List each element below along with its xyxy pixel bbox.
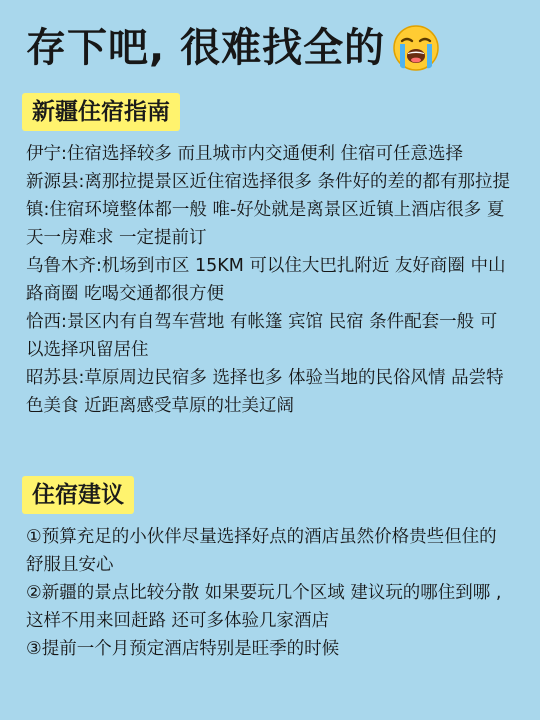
guide-heading: 新疆住宿指南 (22, 93, 180, 131)
tips-heading: 住宿建议 (22, 476, 134, 514)
page-title: 存下吧, 很难找全的 (26, 25, 386, 71)
tip-item-budget: ①预算充足的小伙伴尽量选择好点的酒店虽然价格贵些但住的舒服且安心 (26, 527, 497, 575)
guide-list (26, 140, 514, 420)
guide-item-xinyuan: 新源县:离那拉提景区近住宿选择很多 条件好的差的都有那拉提镇:住宿环境整体都一般 唯-好处就是离景区近镇上酒店很多 夏天一房难求 一定提前订 (26, 172, 510, 248)
guide-item-yining: 伊宁:住宿选择较多 而且城市内交通便利 住宿可任意选择 (26, 144, 464, 164)
tip-item-booking: ③提前一个月预定酒店特别是旺季的时候 (26, 639, 340, 659)
guide-item-zhaosu: 昭苏县:草原周边民宿多 选择也多 体验当地的民俗风情 品尝特色美食 近距离感受草原的壮美辽阔 (26, 368, 504, 416)
tips-list (26, 523, 514, 663)
title-row (26, 16, 441, 80)
loudly-crying-face-icon (391, 23, 441, 73)
guide-item-urumqi: 乌鲁木齐:机场到市区 15KM 可以住大巴扎附近 友好商圈 中山路商圈 吃喝交通都很方便 (26, 256, 506, 304)
guide-item-qiaxi: 恰西:景区内有自驾车营地 有帐篷 宾馆 民宿 条件配套一般 可以选择巩留居住 (26, 312, 498, 360)
tip-item-route: ②新疆的景点比较分散 如果要玩几个区域 建议玩的哪住到哪 ,这样不用来回赶路 还可多体验几家酒店 (26, 583, 502, 631)
